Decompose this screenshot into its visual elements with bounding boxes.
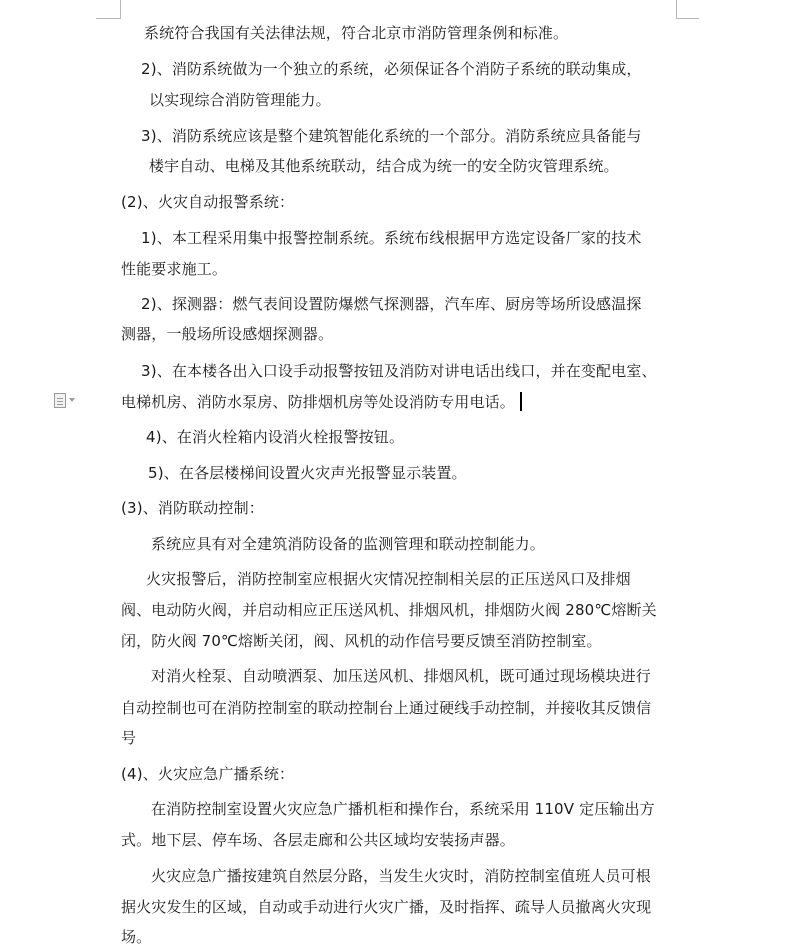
- text-line: 阀、电动防火阀，并启动相应正压送风机、排烟风机，排烟防火阀 280℃熔断关: [121, 601, 657, 619]
- text-line: 2)、探测器：燃气表间设置防爆燃气探测器，汽车库、厨房等场所设感温探: [141, 295, 642, 313]
- text-line: 火灾应急广播按建筑自然层分路，当发生火灾时，消防控制室值班人员可根: [151, 867, 651, 885]
- text-line: 4)、在消火栓箱内设消火栓报警按钮。: [146, 428, 405, 446]
- text-line: 闭，防火阀 70℃熔断关闭，阀、风机的动作信号要反馈至消防控制室。: [121, 632, 602, 650]
- page-corner-mark-left: [96, 0, 121, 19]
- text-line: 场。: [121, 928, 152, 946]
- text-line: 自动控制也可在消防控制室的联动控制台上通过硬线手动控制，并接收其反馈信: [121, 699, 652, 717]
- text-line: 以实现综合消防管理能力。: [149, 91, 331, 109]
- text-line-with-caret[interactable]: [121, 392, 522, 412]
- text-line: 5)、在各层楼梯间设置火灾声光报警显示装置。: [148, 464, 467, 482]
- document-icon: [54, 393, 66, 408]
- text-cursor: [520, 392, 522, 411]
- section-heading: (3)、消防联动控制：: [121, 499, 264, 517]
- paragraph-menu-button[interactable]: [54, 393, 76, 409]
- text-line: 楼宇自动、电梯及其他系统联动，结合成为统一的安全防灾管理系统。: [149, 157, 619, 175]
- text-line: 2)、消防系统做为一个独立的系统，必须保证各个消防子系统的联动集成，: [141, 60, 642, 78]
- page-corner-mark-right: [676, 0, 699, 19]
- text-line: 3)、在本楼各出入口设手动报警按钮及消防对讲电话出线口，并在变配电室、: [141, 362, 657, 380]
- text-line: 火灾报警后，消防控制室应根据火灾情况控制相关层的正压送风口及排烟: [146, 570, 631, 588]
- section-heading: (4)、火灾应急广播系统：: [121, 765, 295, 783]
- text-line: 性能要求施工。: [121, 260, 228, 278]
- text-line: 据火灾发生的区域，自动或手动进行火灾广播，及时指挥、疏导人员撤离火灾现: [121, 898, 652, 916]
- text-line: 1)、本工程采用集中报警控制系统。系统布线根据甲方选定设备厂家的技术: [141, 229, 642, 247]
- text-line: 测器，一般场所设感烟探测器。: [121, 325, 334, 343]
- text-line: 电梯机房、消防水泵房、防排烟机房等处设消防专用电话。: [121, 393, 515, 411]
- section-heading: (2)、火灾自动报警系统：: [121, 193, 295, 211]
- dropdown-arrow-icon: [69, 398, 75, 402]
- text-line: 对消火栓泵、自动喷洒泵、加压送风机、排烟风机，既可通过现场模块进行: [151, 667, 651, 685]
- text-line: 3)、消防系统应该是整个建筑智能化系统的一个部分。消防系统应具备能与: [141, 127, 642, 145]
- text-line: 系统应具有对全建筑消防设备的监测管理和联动控制能力。: [151, 535, 545, 553]
- text-line: 式。地下层、停车场、各层走廊和公共区域均安装扬声器。: [121, 831, 515, 849]
- text-line: 系统符合我国有关法律法规，符合北京市消防管理条例和标准。: [144, 24, 569, 42]
- text-line: 在消防控制室设置火灾应急广播机柜和操作台，系统采用 110V 定压输出方: [151, 800, 655, 818]
- text-line: 号: [121, 729, 137, 747]
